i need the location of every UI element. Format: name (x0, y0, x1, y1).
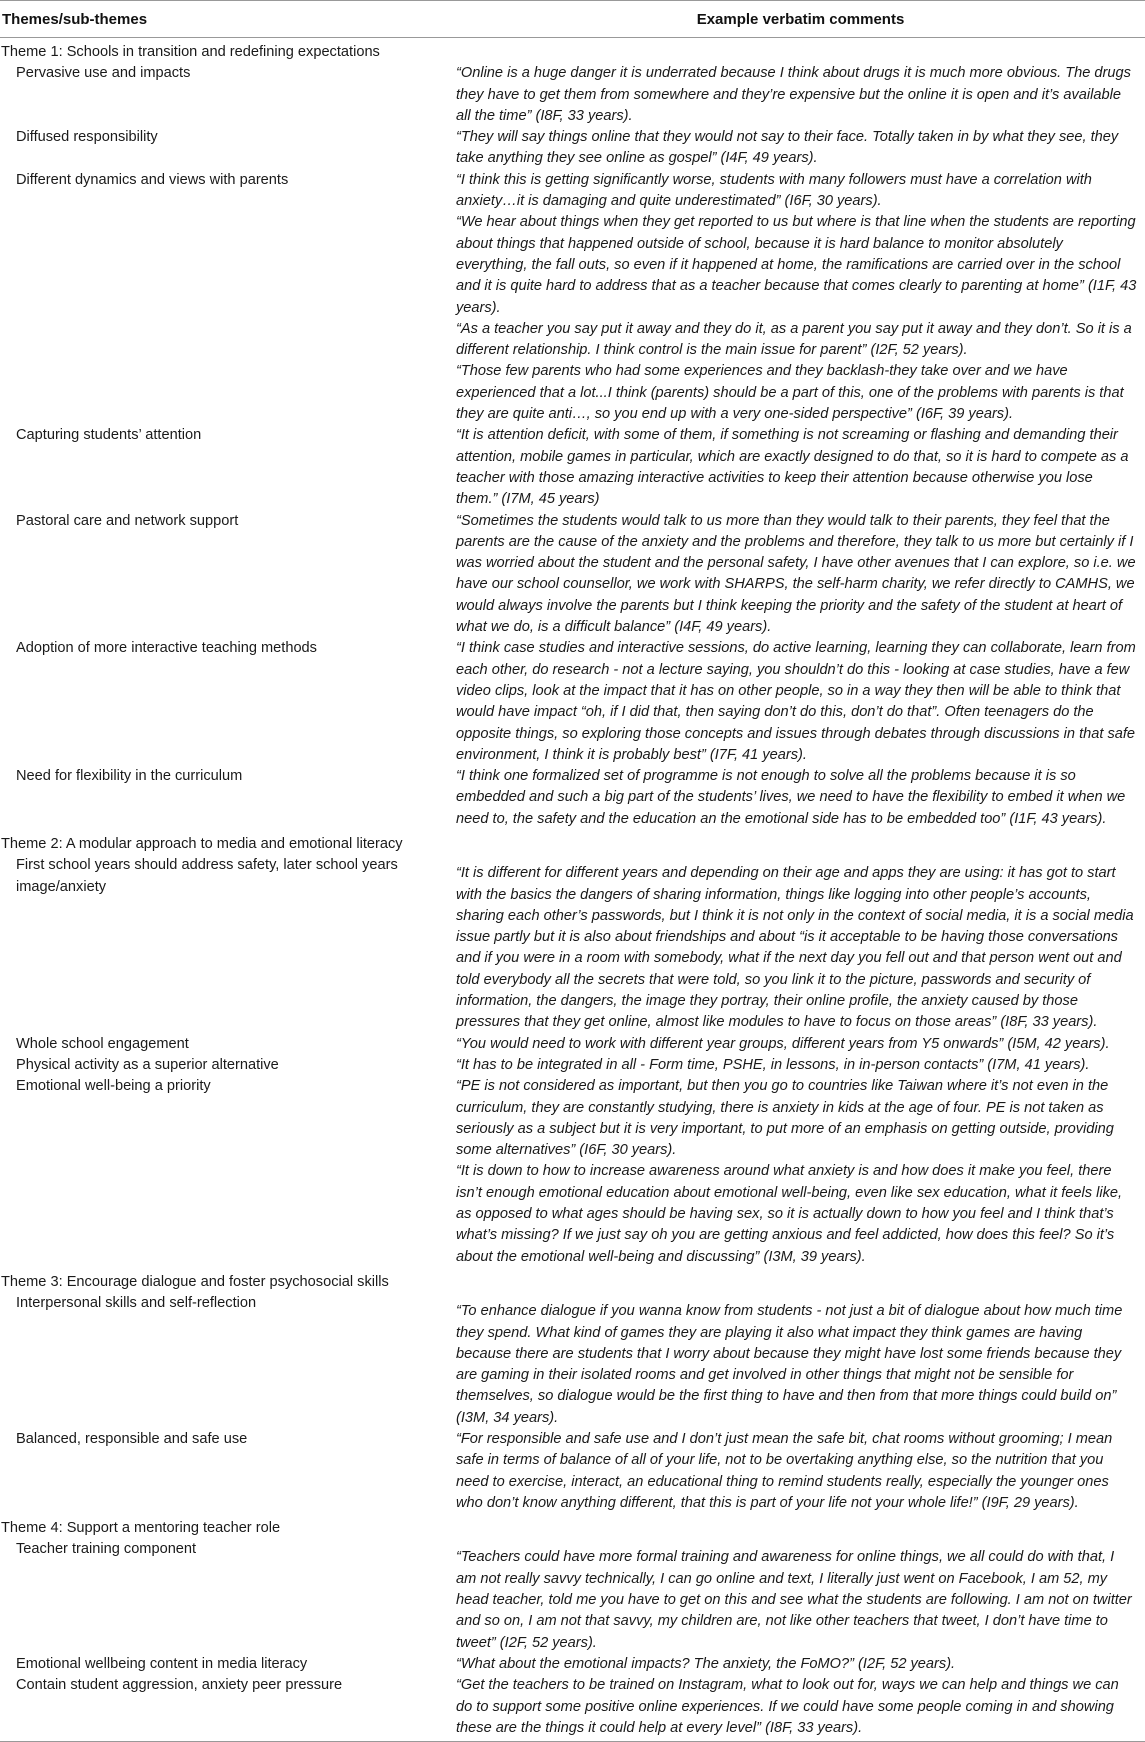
verbatim-quote: “For responsible and safe use and I don’t just mean the safe bit, chat rooms without grooming; I mean safe in terms of balance of all of your life, not to be overtaking anything else, so the nutrition that you need to exercise, interact, an educational thing to remind students really, especially the younger ones who don’t know anything different, that this is part of your life not your whole life!” (I9F, 29 years). (456, 1431, 1113, 1511)
theme-title: Theme 3: Encourage dialogue and foster psychosocial skills (1, 1273, 389, 1290)
sub-theme: Emotional wellbeing content in media literacy (16, 1655, 308, 1672)
header-themes: Themes/sub-themes (0, 1, 456, 38)
verbatim-quote: “It is attention deficit, with some of them, if something is not screaming or flashing and demanding their attention, mobile games in particular, which are exactly designed to do that, so it is hard to compete as a teacher with those amazing interactive activities to keep their attention because otherwise you lose them.” (I7M, 45 years) (456, 427, 1129, 508)
verbatim-quote: “Get the teachers to be trained on Instagram, what to look out for, ways we can help and things we can do to support some positive online experiences. If we could have some people coming in and showing these are the things it could help at every level” (I8F, 33 years). (456, 1675, 1145, 1741)
theme-title: Theme 4: Support a mentoring teacher role (1, 1520, 281, 1537)
table-row (0, 1539, 1145, 1653)
sub-theme: Physical activity as a superior alternative (16, 1056, 279, 1073)
verbatim-quote: “It has to be integrated in all - Form time, PSHE, in lessons, in in-person contacts” (I7M, 41 years). (456, 1056, 1090, 1073)
verbatim-quote-group (456, 1076, 1145, 1268)
table-row (0, 63, 1145, 127)
table-row (0, 170, 1145, 426)
theme-title: Theme 1: Schools in transition and redefining expectations (1, 44, 380, 60)
verbatim-quote: “Teachers could have more formal training and awareness for online things, we all could do with that, I am not really savvy technically, I can go online and text, I literally just went on Facebook, I am 52, my head teacher, told me you have to get on this and see what the students are following. I am not on twitter and so on, I am not that savvy, my children are, not like other teachers that tweet, I don’t have time to tweet” (I2F, 52 years). (456, 1549, 1132, 1651)
table-row (0, 1055, 1145, 1076)
theme-row (0, 38, 1145, 64)
table-row (0, 638, 1145, 766)
sub-theme: Different dynamics and views with parents (16, 171, 289, 188)
table-row (0, 127, 1145, 170)
sub-theme: Interpersonal skills and self-reflection (16, 1295, 257, 1312)
theme-row (0, 1514, 1145, 1539)
sub-theme: Adoption of more interactive teaching methods (16, 640, 317, 657)
table-header-row (0, 1, 1145, 38)
table-row (0, 425, 1145, 510)
verbatim-quote: “I think case studies and interactive sessions, do active learning, learning they can collaborate, learn from each other, do research - not a lecture saying, you shouldn’t do this - looking at case studies, have a few video clips, look at the impact that it has on other people, so in a way they then will be able to think that would have impact “oh, if I did that, then saying don’t do this, don’t do that”. Often teenagers do the opposite things, so exploring those concepts and issues through debates through discussions in that safe environment, I think it is probably best” (I7F, 41 years). (456, 640, 1136, 763)
verbatim-quote: “We hear about things when they get reported to us but where is that line when the students are reporting about things that happened outside of school, because it is hard balance to monitor absolutely everything, the fall outs, so even if it happened at home, the ramifications are carried over in the school and it is quite hard to address that as a teacher because that comes clearly to parenting at home” (I1F, 43 years). (456, 214, 1137, 316)
verbatim-quote: “I think this is getting significantly worse, students with many followers must have a correlation with anxiety…it is damaging and quite underestimated” (I6F, 30 years). (456, 171, 1092, 210)
sub-theme: Pervasive use and impacts (16, 65, 191, 82)
verbatim-quote: “Those few parents who had some experiences and they backlash-they take over and we have experienced that a lot...I think (parents) should be a part of this, one of the problems with parents is that they are quite anti…, so you end up with a very one-sided perspective” (I6F, 39 years). (456, 363, 1124, 423)
sub-theme: Contain student aggression, anxiety peer pressure (0, 1675, 456, 1741)
verbatim-quote: “It is different for different years and depending on their age and apps they are using: it has got to start with the basics the dangers of sharing information, things like logging into other people’s accounts, sharing each other’s passwords, but I think it is not only in the context of social media, it is a social media issue partly but it is also about friendships and about “is it acceptable to be having those conversations and if you were in a room with somebody, what if the next day you fell out and that person went out and told everybody all the secrets that were told, so you link it to the picture, passwords and security of information, the dangers, the image they portray, their online profile, the anxiety caused by those pressures that they get online, almost like modules to have to focus on those areas” (I8F, 33 years). (456, 865, 1134, 1031)
table-row (0, 1034, 1145, 1055)
sub-theme: Balanced, responsible and safe use (16, 1431, 248, 1447)
table-row (0, 1429, 1145, 1514)
table-row (0, 766, 1145, 830)
table-row (0, 1076, 1145, 1268)
verbatim-quote: “As a teacher you say put it away and they do it, as a parent you say put it away and they don’t. So it is a different relationship. I think control is the main issue for parent” (I2F, 52 years). (456, 320, 1132, 359)
header-comments: Example verbatim comments (456, 1, 1145, 38)
verbatim-quote: “Sometimes the students would talk to us more than they would talk to their parents, they feel that the parents are the cause of the anxiety and the problems and therefore, they talk to us more but certainly if I was worried about the student and the personal safety, I have other avenues that I can explore, so i.e. we have our school counsellor, we work with SHARPS, the self-harm charity, we refer directly to CAMHS, we would always involve the parents but I think keeping the priority and the safety of the student at heart of what we do, is a difficult balance” (I4F, 49 years). (456, 512, 1136, 636)
verbatim-quote: “What about the emotional impacts? The anxiety, the FoMO?” (I2F, 52 years). (456, 1655, 956, 1672)
sub-theme: Capturing students’ attention (16, 427, 202, 444)
verbatim-quote: “You would need to work with different year groups, different years from Y5 onwards” (I5M, 42 years). (456, 1035, 1110, 1052)
verbatim-quote: “They will say things online that they would not say to their face. Totally taken in by what they see, they take anything they see online as gospel” (I4F, 49 years). (456, 129, 1119, 167)
theme-row (0, 830, 1145, 855)
verbatim-quote: “Online is a huge danger it is underrated because I think about drugs it is much more obvious. The drugs they have to get them from somewhere and they’re expensive but the online it is open and it’s available all the time” (I8F, 33 years). (456, 65, 1131, 124)
sub-theme: Teacher training component (16, 1541, 197, 1558)
verbatim-quote: “PE is not considered as important, but then you go to countries like Taiwan where it’s not even in the curriculum, they are constantly studying, there is anxiety in kids at the age of four. PE is not taken as seriously as a subject but it is very important, to put more of an emphasis on getting outside, providing some alternatives” (I6F, 30 years). (456, 1078, 1114, 1159)
table-row (0, 511, 1145, 639)
table-row (0, 1654, 1145, 1675)
sub-theme: Pastoral care and network support (16, 512, 239, 529)
sub-theme: Emotional well-being a priority (16, 1078, 211, 1095)
theme-title: Theme 2: A modular approach to media and emotional literacy (1, 835, 403, 852)
sub-theme: Whole school engagement (16, 1035, 189, 1052)
verbatim-quote: “To enhance dialogue if you wanna know from students - not just a bit of dialogue about how much time they spend. What kind of games they are playing it also what impact they think games are having because there are students that I worry about because they might have lost some friends because they are gaming in their isolated rooms and get involved in other things that might not be sensible for themselves, so dialogue would be the first thing to have and then from that more things could build on” (I3M, 34 years). (456, 1303, 1123, 1426)
verbatim-quote-group (456, 170, 1145, 426)
table-row (0, 1675, 1145, 1741)
verbatim-quote: “It is down to how to increase awareness around what anxiety is and how does it make you feel, there isn’t enough emotional education about emotional well-being, even like sex education, what it feels like, as opposed to what ages should be having sex, so it is actually down to how you feel and I think that’s what’s missing? If we just say oh you are getting anxious and feel addicted, how does this feel? So it’s about the emotional well-being and discussing” (I3M, 39 years). (456, 1163, 1123, 1265)
sub-theme: Need for flexibility in the curriculum (16, 768, 243, 785)
table-row (0, 1293, 1145, 1429)
sub-theme: Diffused responsibility (16, 129, 158, 146)
sub-theme: First school years should address safety, later school years image/anxiety (16, 857, 398, 895)
table-row (0, 855, 1145, 1033)
theme-row (0, 1268, 1145, 1293)
verbatim-quote: “I think one formalized set of programme is not enough to solve all the problems because it is so embedded and such a big part of the students’ lives, we need to have the flexibility to embed it when we need to, the safety and the education an the emotional side has to be embedded too” (I1F, 43 years). (456, 768, 1126, 827)
